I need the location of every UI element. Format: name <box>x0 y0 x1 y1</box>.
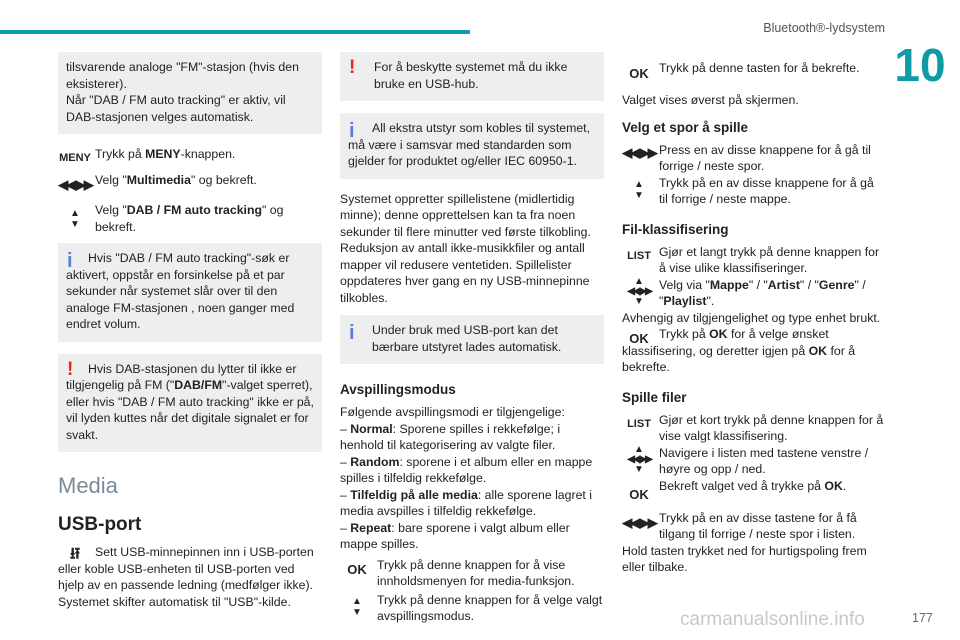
playback-intro: Følgende avspillingsmodi er tilgjengelige: <box>340 405 565 419</box>
usb-heading: USB-port <box>58 514 142 535</box>
label: OK <box>808 343 828 358</box>
note-box-fm <box>58 52 322 134</box>
up-down-arrows-icon <box>58 208 92 230</box>
mode-label: Repeat <box>350 520 392 535</box>
label: Artist <box>767 277 800 292</box>
mode-label: Random <box>350 454 400 469</box>
info-box-standard <box>340 113 604 179</box>
after-ok-text: Valget vises øverst på skjermen. <box>622 93 799 107</box>
chapter-number: 10 <box>894 39 946 91</box>
usb-icon: ⭿ <box>69 546 81 563</box>
text: for å bekrefte. <box>622 343 856 374</box>
up-arrow-icon: ▲ <box>352 595 362 607</box>
mode-item <box>340 421 604 454</box>
ok-button-icon: OK <box>347 561 367 577</box>
mode-item <box>340 520 604 553</box>
text: Velg " <box>95 173 127 187</box>
dab-label: DAB / FM auto tracking <box>126 203 262 217</box>
info-text: Under bruk med USB-port kan det bærbare utstyret lades automatisk. <box>372 323 562 354</box>
info-text: Hvis "DAB / FM auto tracking"-søk er aktivert, oppstår en forsinkelse på et par sekunder når systemet slår over til den analoge FM-stasjonen , noen ganger med endret volum. <box>66 251 295 331</box>
label: OK <box>709 327 728 341</box>
menu-button-icon: MENY <box>59 152 91 164</box>
text: Velg " <box>95 203 127 217</box>
text: " / " <box>799 277 819 292</box>
nav-instruction <box>622 445 886 478</box>
up-down-arrows-icon <box>340 596 374 618</box>
text: – <box>340 454 351 469</box>
text: Trykk på en av disse knappene for å gå til forrige / neste mappe. <box>659 175 874 206</box>
text: : sporene i et album eller en mappe spilles i tilfeldig rekkefølge. <box>340 454 593 485</box>
usb-text: Sett USB-minnepinnen inn i USB-porten eller koble USB-enheten til USB-porten ved hjelp av en passende ledning (medfølger ikke). <box>58 545 314 592</box>
watermark: carmanualsonline.info <box>680 609 865 630</box>
text: "-valget sperret), eller hvis "DAB / FM auto tracking" ikke er på, vil lyden kuttes når det digitale signalet er for svakt. <box>66 378 314 442</box>
label: Mappe <box>709 277 749 292</box>
text: Trykk på <box>659 327 710 341</box>
page-number: 177 <box>912 611 933 625</box>
text: : bare sporene i valgt album eller mappe spilles. <box>340 520 570 551</box>
text: Bekreft valget ved å trykke på <box>659 478 825 493</box>
usb-text-2: Systemet skifter automatisk til "USB"-kilde. <box>58 594 291 609</box>
ok-button-icon: OK <box>629 331 649 346</box>
info-icon: i <box>349 322 355 344</box>
text: : alle sporene lagret i media avspilles i tilfeldig rekkefølge. <box>340 487 592 518</box>
text: Trykk på en av disse tastene for å få tilgang til forrige / neste spor i listen. <box>659 510 857 541</box>
warning-icon: ! <box>349 57 356 78</box>
left-right-arrows-icon: ◀◀ ▶▶ <box>58 177 92 192</box>
ok-classification-instruction <box>622 326 886 376</box>
column-1 <box>58 52 322 610</box>
down-arrow-icon: ▼ <box>70 219 80 230</box>
warning-text <box>66 358 314 444</box>
up-down-arrows-icon <box>622 179 656 201</box>
ok-classification-text <box>622 326 886 376</box>
multimedia-instruction <box>58 172 322 192</box>
playlist-paragraph: Systemet oppretter spillelistene (midlertidig minne); denne opprettelsen kan ta fra noen sekunder til flere minutter ved første tilkobling. Reduksjon av antall ikke-musikkfiler og antall mapper vil redusere ventetiden. Spillelister oppdateres hver gang en ny USB-minnepinne tilkobles. <box>340 191 591 305</box>
mode-label: Tilfeldig på alle media <box>350 487 478 502</box>
hold-text: Hold tasten trykket ned for hurtigspoling frem eller tilbake. <box>622 543 867 574</box>
text: Gjør et langt trykk på denne knappen for å vise ulike klassifiseringer. <box>659 244 880 275</box>
dabfm-label: DAB/FM <box>174 378 223 392</box>
column-2 <box>340 52 604 631</box>
four-way-arrows-icon: ▲ ◀◀ ▶▶ ▼ <box>627 443 651 475</box>
text: – <box>340 487 351 502</box>
play-files-heading: Spille filer <box>622 389 687 405</box>
info-box-dab-search <box>58 243 322 342</box>
warning-text: For å beskytte systemet må du ikke bruke en USB-hub. <box>374 60 568 91</box>
menu-label: MENY <box>145 147 181 161</box>
text: " / " <box>659 277 866 308</box>
left-right-arrows-icon: ◀◀ ▶▶ <box>622 144 656 160</box>
list-long-instruction <box>622 244 886 277</box>
text: Navigere i listen med tastene venstre / høyre og opp / ned. <box>659 445 869 476</box>
list-short-instruction <box>622 412 886 445</box>
label: OK <box>824 478 843 493</box>
text: ". <box>706 294 715 308</box>
info-icon: i <box>349 120 355 142</box>
note-line: DAB-stasjonen velges automatisk. <box>66 109 254 124</box>
down-arrow-icon: ▼ <box>634 189 644 201</box>
mode-item <box>340 454 604 487</box>
via-instruction <box>622 277 886 310</box>
list-button-icon: LIST <box>627 417 651 430</box>
ok-button-icon: OK <box>629 66 649 81</box>
note-line: Når "DAB / FM auto tracking" er aktiv, vil <box>66 93 286 107</box>
header-accent-bar <box>0 30 470 34</box>
info-icon: i <box>67 250 73 272</box>
menu-instruction <box>58 146 322 166</box>
ok-instruction <box>340 557 604 590</box>
lr-track-instruction <box>622 142 886 175</box>
dab-instruction <box>58 202 322 235</box>
multimedia-label: Multimedia <box>126 173 191 187</box>
text: – <box>340 421 351 436</box>
up-arrow-icon: ▲ <box>634 178 644 190</box>
updown-instruction <box>340 592 604 625</box>
text: Velg via " <box>659 277 710 292</box>
select-track-heading: Velg et spor å spille <box>622 119 749 135</box>
text: Trykk på denne knappen for å velge valgt avspillingsmodus. <box>377 592 603 623</box>
left-right-arrows-icon: ◀◀ ▶▶ <box>622 514 656 530</box>
text: " og bekreft. <box>95 203 284 234</box>
text: -knappen. <box>180 147 236 161</box>
depends-text: Avhengig av tilgjengelighet og type enhet brukt. <box>622 310 881 325</box>
classification-heading: Fil-klassifisering <box>622 221 729 237</box>
text: Press en av disse knappene for å gå til forrige / neste spor. <box>659 142 871 173</box>
usb-instruction <box>58 544 322 594</box>
ok-button-icon: OK <box>629 486 649 502</box>
up-arrow-icon: ▲ <box>70 208 80 219</box>
text: Hvis DAB-stasjonen du lytter til ikke er tilgjengelig på FM (" <box>66 361 297 392</box>
four-way-arrows-icon: ▲ ◀◀ ▶▶ ▼ <box>627 275 651 307</box>
media-heading: Media <box>58 473 118 498</box>
section-title: Bluetooth®-lydsystem <box>763 21 885 35</box>
ud-folder-instruction <box>622 175 886 208</box>
text: Gjør et kort trykk på denne knappen for å vise valgt klassifisering. <box>659 412 884 443</box>
warning-box-dab <box>58 354 322 453</box>
text: " / " <box>748 277 768 292</box>
text: . <box>842 478 847 493</box>
info-text: All ekstra utstyr som kobles til systemet, må være i samsvar med standarden som gjelder for produktet og/eller IEC 60950-1. <box>348 121 590 168</box>
playback-mode-heading: Avspillingsmodus <box>340 382 456 397</box>
text: Trykk på denne knappen for å vise innholdsmenyen for media-funksjon. <box>377 557 575 588</box>
text: for å velge ønsket klassifisering, og deretter igjen på <box>622 327 829 358</box>
down-arrow-icon: ▼ <box>352 606 362 618</box>
text: Trykk på <box>95 147 146 161</box>
label: Genre <box>818 277 855 292</box>
text: : Sporene spilles i rekkefølge; i henhold til kategorisering av valgte filer. <box>340 421 561 452</box>
list-button-icon: LIST <box>627 249 651 262</box>
note-line: tilsvarende analoge "FM"-stasjon (hvis den <box>66 60 299 74</box>
text: " og bekreft. <box>190 173 257 187</box>
ok-confirm-instruction <box>622 60 886 88</box>
mode-label: Normal <box>350 421 393 436</box>
text: Trykk på denne tasten for å bekrefte. <box>659 61 860 75</box>
ok-confirm-file-instruction <box>622 478 886 502</box>
text: – <box>340 520 351 535</box>
lr-list-instruction <box>622 510 886 543</box>
warning-icon: ! <box>67 358 74 380</box>
label: Playlist <box>663 294 707 308</box>
column-3 <box>622 60 886 576</box>
mode-item <box>340 487 604 520</box>
info-box-charging <box>340 315 604 364</box>
warning-box-usb-hub <box>340 52 604 101</box>
note-line: eksisterer). <box>66 76 127 91</box>
